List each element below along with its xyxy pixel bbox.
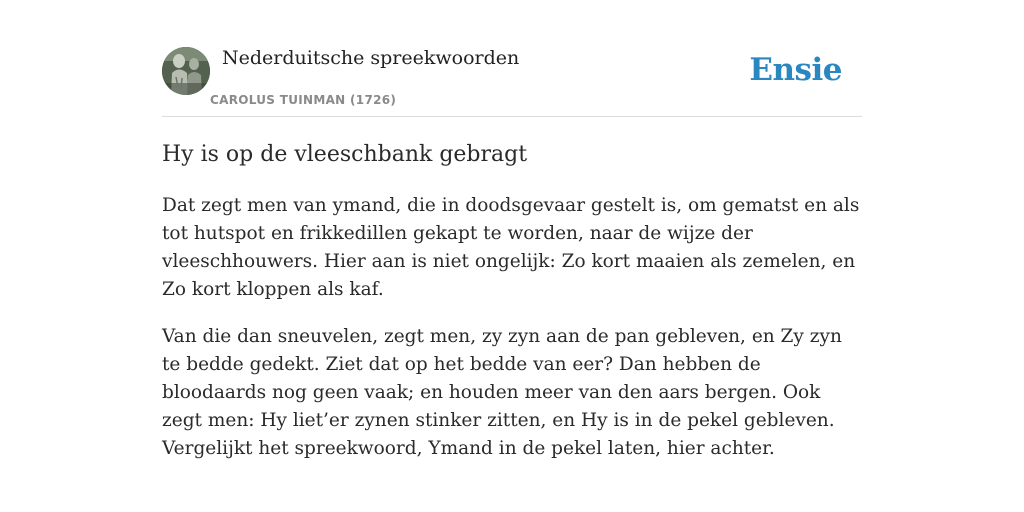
entry-paragraph: Van die dan sneuvelen, zegt men, zy zyn aan de pan gebleven, en Zy zyn te bedde gedekt. Ziet dat op het bedde van eer? Dan hebben de bloodaards nog geen vaak; en houden meer van den aars bergen. Ook zegt men: Hy liet’er zynen stinker zitten, en Hy is in de pekel gebleven. Vergelijkt het spreekwoord, Ymand in de pekel laten, hier achter.	[162, 326, 842, 459]
statue-portrait-icon[interactable]	[162, 47, 210, 95]
book-header	[162, 46, 862, 117]
author-label: CAROLUS TUINMAN (1726)	[210, 93, 397, 107]
entry-body	[162, 192, 862, 482]
entry-title: Hy is op de vleeschbank gebragt	[162, 142, 528, 167]
book-title[interactable]: Nederduitsche spreekwoorden	[222, 47, 520, 69]
entry-paragraph: Dat zegt men van ymand, die in doodsgevaar gestelt is, om gematst en als tot hutspot en frikkedillen gekapt te worden, naar de wijze der vleeschhouwers. Hier aan is niet ongelijk: Zo kort maaien als zemelen, en Zo kort kloppen als kaf.	[162, 195, 860, 300]
ensie-logo[interactable]: Ensie	[749, 52, 842, 88]
